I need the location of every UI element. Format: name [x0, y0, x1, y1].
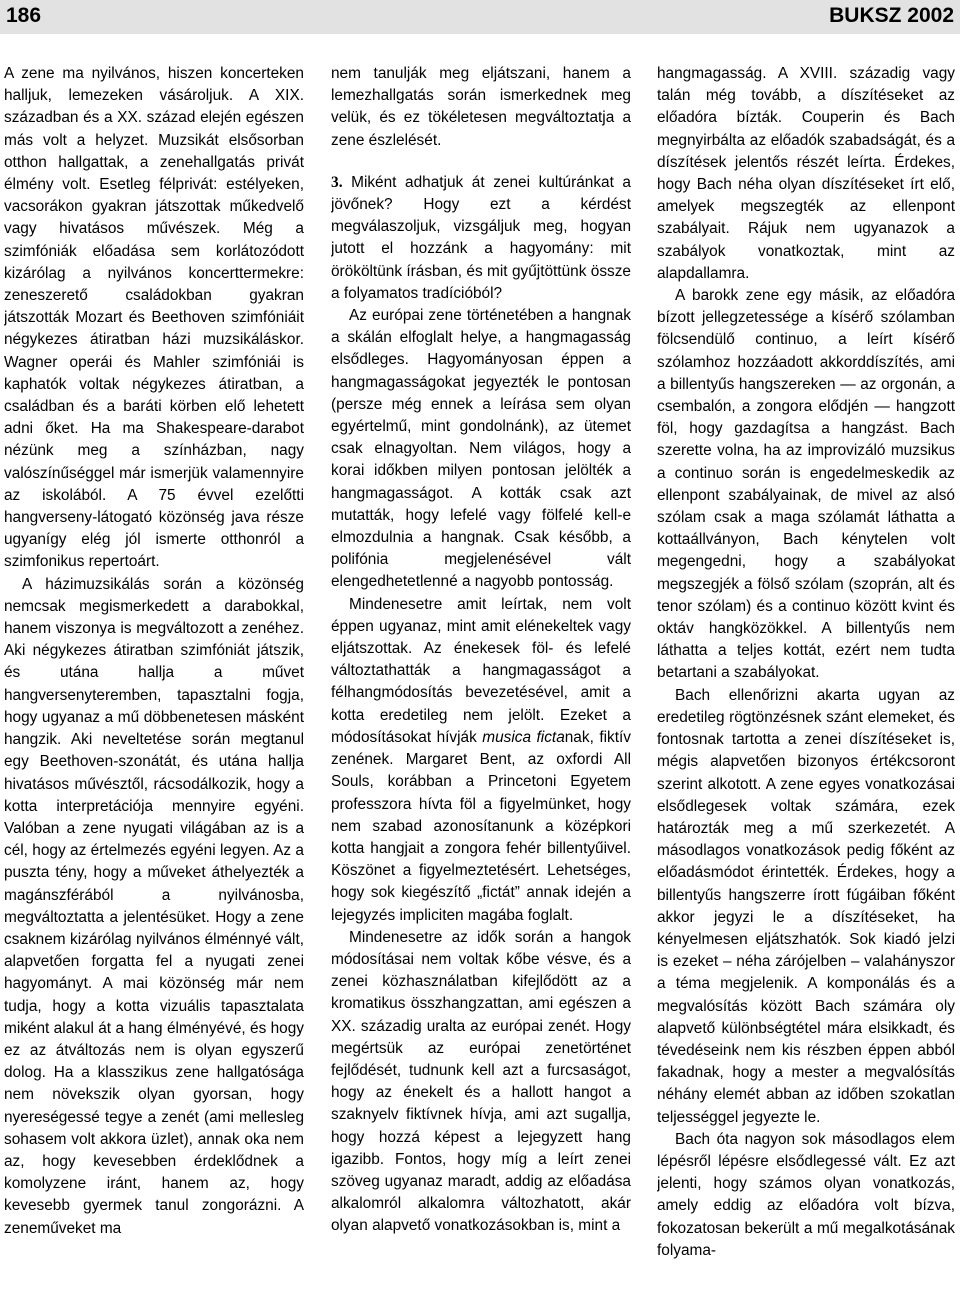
paragraph: Az európai zene történetében a hangnak a skálán elfoglalt helye, a hangmagasság elsődleges. Hagyományosan éppen a hangmagasságokat jegyezték le pontosan (persze még ennek a leírása sem olyan egyértelmű, mint gondolnánk), az ütemet csak elnagyoltan. Nem világos, hogy a korai időkben milyen pontosan jelölték a hangmagasságot. A kották csak azt mutatták, hogy lefelé vagy fölfelé kell-e elmozdulnia a hangnak. Csak később, a polifónia megjelenésével vált elengedhetetlenné a nagyobb pontosság. [331, 307, 631, 591]
text-column-1 [4, 63, 304, 1299]
paragraph: A barokk zene egy másik, az előadóra bízott jellegzetessége a kísérő szólamban fölcsendülő continuo, a leírt kísérő szólamhoz hozzáadott akkorddíszítés, ami a billentyűs hangszereken — az orgonán, a csembalón, a zongora elődjén — hangzott föl, hogy gazdagítsa a hangzást. Bach szerette volna, ha az improvizáló muzsikus a continuo során is engedelmeskedik az ellenpont szabályainak, de mivel az alsó szólam csak a maga szólamát láthatta a kottaállványon, Bach kénytelen volt megengedni, hogy a szabályokat megszegjék a fölső szólam (szoprán, alt és tenor szólam) és a continuo között kvint és oktáv hangközökkel. A billentyűs nem láthatta a teljes kottát, ezért nem tudta betartani a szabályokat. [657, 287, 955, 682]
paragraph: nem tanulják meg eljátszani, hanem a lemezhallgatás során ismerkednek meg velük, és ez tökéletesen megváltoztatja a zene észlelését. [331, 65, 631, 149]
paragraph: Bach óta nagyon sok másodlagos elem lépésről lépésre elsődlegessé vált. Ez azt jelenti, hogy számos olyan vonatkozás, amely eddig az előadóra volt bízva, fokozatosan bekerült a mű megalkotásának folyama- [657, 1130, 955, 1259]
text-column-2 [331, 63, 631, 1299]
paragraph: hangmagasság. A XVIII. századig vagy talán még tovább, a díszítéseket az előadóra bízták. Couperin és Bach megnyirbálta az előadók szabadságát, és a díszítések jelentős részét leírta. Érdekes, hogy Bach néha olyan díszítéseket írt elő, amelyek megszegték az ellenpont szabályait. Rájuk nem ugyanazok a szabályok vonatkoztak, mint az alapdallamra. [657, 65, 955, 282]
paragraph: A zene ma nyilvános, hiszen koncerteken halljuk, lemezeken vásároljuk. A XIX. században és a XX. század elején egészen más volt a helyzet. Muzsikát elsősorban otthon hallgattak, a zenehallgatás privát élmény volt. Esetleg félprivát: estélyeken, vacsorákon gyakran játszottak műkedvelő vagy hivatásos művészek. Még a szimfóniák előadása sem korlátozódott kizárólag a nyilvános koncerttermekre: zeneszerető családokban gyakran játszották Mozart és Beethoven szimfóniáit négykezes átiratban házi muzsikáláskor. Wagner operái és Mahler szimfóniái is kaphatók voltak négykezes átiratban, a családban és a baráti körben elő lehetett adni őket. Ha ma Shakespeare-darabot nézünk meg a színházban, nagy valószínűséggel már ismerjük valamennyire az iskolából. A 75 évvel ezelőtti hangverseny-látogató közönség java része ugyanígy elég jól ismerte otthonról a szimfonikus repertoárt. [4, 65, 304, 571]
text-run: Mindenesetre amit leírtak, nem volt éppen ugyanaz, mint amit elénekeltek vagy eljátszottak. Az énekesek föl- és lefelé változtathatták a hangmagasságot a félhangmódosítás bevezetésével, amit a kotta eredetileg nem jelölt. Ezeket a módosításokat hívják [331, 595, 631, 746]
page-number: 186 [6, 4, 42, 27]
text-run: nak, fiktív zenének. Margaret Bent, az oxfordi All Souls, korábban a Princetoni Egyetem professzora hívta föl a figyelmünket, hogy nem szabad azonosítanunk a középkori kotta hangjait a zongora fehér billentyűivel. Köszönet a figyelmeztetésért. Lehetséges, hogy sok kiegészítő „fictát” annak idején a lejegyzés impliciten magába foglalt. [331, 728, 631, 924]
section-title: Miként adhatjuk át zenei kultúránkat a jövőnek? Hogy ezt a kérdést megválaszoljuk, vizsgáljuk meg, hogyan jutott el hozzánk a hagyomány: mit örököltünk írásban, és mit gyűjtöttünk össze a folyamatos tradícióból? [331, 173, 631, 302]
section-heading [331, 172, 631, 305]
page-header [0, 0, 960, 34]
paragraph: Mindenesetre az idők során a hangok módosításai nem voltak kőbe vésve, és a zenei közhasználatban kifejlődött az a kromatikus összhangzattan, ami egészen a XX. századig uralta az európai zenét. Hogy megértsük az európai zenetörténet fejlődését, tudnunk kell azt a furcsaságot, hogy az énekelt és a hallott hangot a szaknyelv fiktívnek hívja, ami azt sugallja, hogy hozzá képest a lejegyzett hang igazibb. Fontos, hogy míg a leírt zenei szöveg ugyanaz maradt, addig az előadása alkalomról alkalomra változhatott, akár olyan alapvető vonatkozásokban is, mint a [331, 928, 631, 1235]
journal-title: BUKSZ 2002 [829, 4, 954, 27]
paragraph: Bach ellenőrizni akarta ugyan az eredetileg rögtönzésnek szánt elemeket, és fontosnak tartotta a zenei díszítéseket is, mégis alapvetően bizonyos értékcsoront szerint alkotott. A zene egyes vonatkozásai elsődlegesek voltak számára, ezek határozták meg a mű szerkezetét. A másodlagos vonatkozások pedig főként az előadásmódot érintették. Érdekes, hogy a billentyűs hangszerre írott fúgáiban főként akkor jegyzi le a díszítéseket, ha kényelmesen eljátszhatók. Sok kiadó jelzi is ezeket – néha zárójelben – valahányszor a téma megjelenik. A komponálás és a megvalósítás között Bach számára oly alapvető különbségtétel mára elsikkadt, és tévedéseink nem kis részben éppen abból fakadnak, hogy a mester a megvalósítás néhány elemét abban az időben szokatlan teljességgel jegyezte le. [657, 686, 955, 1126]
paragraph [331, 594, 631, 927]
paragraph: A házimuzsikálás során a közönség nemcsak megismerkedett a darabokkal, hanem viszonya is megváltozott a zenéhez. Aki négykezes átiratban szimfóniát játszik, és utána hallja a művet hangversenyteremben, tapasztalni fogja, hogy ugyanaz a mű döbbenetesen másként hangzik. Aki neveltetése során megtanul egy Beethoven-szonátát, és utána hallja hivatásos művésztől, rácsodálkozik, hogy a kotta interpretációja mennyire egyéni. Valóban a zene nyugati világában az is a cél, hogy az értelmezés egyéni legyen. Az a puszta tény, hogy a műveket áthelyezték a magánszférából a nyilvánosba, megváltoztatta a jelentésüket. Hogy a zene csaknem kizárólag nyilvános élménnyé vált, alapvetően forgatta fel a nyugati zenei hagyományt. A mai közönség már nem tudja, hogy a kotta vizuális tapasztalata miként alakul át a hang élményévé, és hogy ez az átváltozás nem is olyan egyszerű dolog. Ha a klasszikus zene hallgatósága nem növekszik olyan gyorsan, hogy nyereségessé tegye a zenét (ami mellesleg sohasem volt akkora üzlet), annak oka nem az, hogy kevesebben érdeklődnek a komolyzene iránt, hanem az, hogy kevesebb gyermek tanul zongorázni. A zeneműveket ma [4, 575, 304, 1237]
italic-term: musica ficta [482, 728, 565, 746]
text-column-3 [657, 63, 955, 1299]
section-number: 3. [331, 173, 343, 191]
